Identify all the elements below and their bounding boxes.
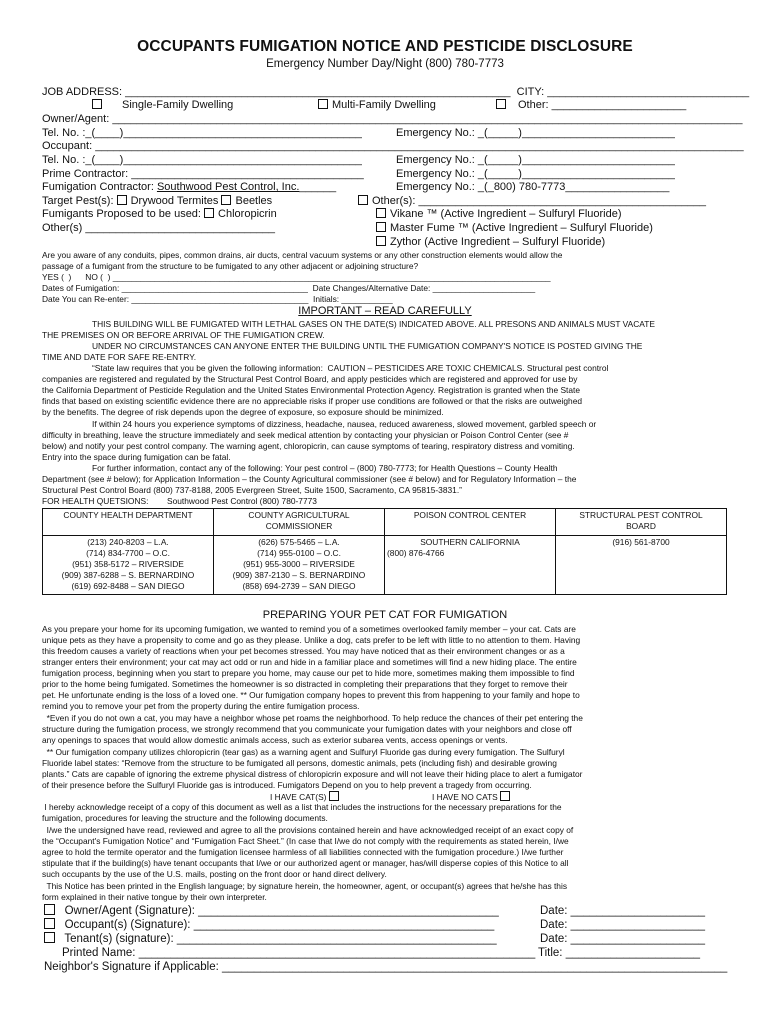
reenter-date-field[interactable]: Date You can Re-enter: ______________________________________ Initials: ___________ — [42, 294, 393, 304]
neighbor-pet-line: structure during the fumigation process, we strongly recommend that you communicate your fumigation dates with your neighbors and close off — [42, 724, 572, 734]
pet-line: pet. He unfortunate ending is the loss of a loved one. ** Our fumigation company hopes to prevent this from happening to your family and hope to — [42, 690, 580, 700]
language-line: form explained in their native tongue by their own interpreter. — [42, 892, 267, 902]
single-family-label: Single-Family Dwelling — [122, 99, 234, 111]
poison-control-number: (800) 876-4766 — [387, 548, 445, 558]
owner-tel-field[interactable]: Tel. No. :_(____)_______________________________________ — [42, 127, 362, 139]
county-ag-numbers: (626) 575-5465 – L.A. (714) 955-0100 – O.C. (951) 955-3000 – RIVERSIDE (909) 387-2130 – S. BERNARDINO (858) 694-2739 – SAN DIEGO — [214, 536, 385, 595]
master-fume-option[interactable] — [376, 222, 653, 235]
vikane-label: Vikane ™ (Active Ingredient – Sulfuryl Fluoride) — [390, 208, 622, 220]
health-questions-line: FOR HEALTH QUETSIONS: Southwood Pest Control (800) 780-7773 — [42, 496, 317, 506]
neighbor-signature-field[interactable]: Neighbor's Signature if Applicable: _______________________________________________________________________________ — [44, 961, 728, 973]
checkbox-icon[interactable] — [376, 236, 386, 246]
fumigation-contractor-tail: ______ — [299, 181, 337, 193]
owner-date-field[interactable]: Date: _____________________ — [540, 905, 705, 917]
occupant-signature-line[interactable]: Occupant(s) (Signature): _______________________________________________ — [64, 919, 495, 931]
target-pests-row — [42, 195, 272, 208]
further-info-line: For further information, contact any of the following: Your pest control – (800) 780-7773; for Health Questions – County Health — [92, 463, 558, 473]
agreement-line: such occupants by the use of the U.S. mails, posting on the front door or hand direct delivery. — [42, 869, 387, 879]
other-dwelling-option[interactable] — [496, 99, 686, 112]
pet-line: unique pets as they have a propensity to come and go as they please. Unlike a dog, cats prefer to be left with little to no attention to them. Having — [42, 635, 581, 645]
prime-contractor-field[interactable]: Prime Contractor: ______________________________________ — [42, 168, 364, 180]
fumigants-row — [42, 208, 277, 221]
owner-emergency-field[interactable]: Emergency No.: _(_____)_________________________ — [396, 127, 675, 139]
checkbox-icon[interactable] — [204, 208, 214, 218]
occupant-emergency-field[interactable]: Emergency No.: _(_____)_________________________ — [396, 154, 675, 166]
state-law-line: by the benefits. The degree of risk depends upon the degree of exposure, so exposure should be minimized. — [42, 407, 444, 417]
tenant-signature-field[interactable] — [44, 932, 497, 946]
county-health-header: COUNTY HEALTH DEPARTMENT — [43, 509, 214, 536]
vikane-option[interactable] — [376, 208, 622, 221]
checkbox-icon[interactable] — [318, 99, 328, 109]
owner-signature-line[interactable]: Owner/Agent (Signature): _______________________________________________ — [64, 905, 499, 917]
symptoms-line: below) and notify your pest control company. The warning agent, chloropicrin, can cause symptoms of tearing, respiratory distress and vomiting. — [42, 441, 575, 451]
pet-heading: PREPARING YOUR PET CAT FOR FUMIGATION — [262, 609, 508, 621]
fumigation-contractor-field — [42, 181, 336, 194]
further-info-line: Department (see # below); for Application Information – the County Agricultural commissioner (see # below) and for Regulatory Information – the — [42, 474, 577, 484]
checkbox-icon[interactable] — [44, 918, 55, 929]
title-field[interactable]: Title: _____________________ — [538, 947, 700, 959]
ack-line: I hereby acknowledge receipt of a copy of this document as well as a list that includes the instructions for the necessary preparations for the — [42, 802, 562, 812]
pet-line: this freedom causes a variety of reactions when your pet becomes stressed. You may have noticed that as their environment changes or as a — [42, 646, 565, 656]
checkbox-icon[interactable] — [44, 904, 55, 915]
state-law-line: the California Department of Pesticide Regulation and the United States Environmental Protection Agency. Registration is granted when the State — [42, 385, 581, 395]
chloropicrin-line: Fluoride label states: “Remove from the structure to be fumigated all persons, domestic animals, pets (including fish) and desirable growing — [42, 758, 557, 768]
occupant-field[interactable]: Occupant: __________________________________________________________________________________________________________ — [42, 140, 744, 152]
zythor-label: Zythor (Active Ingredient – Sulfuryl Fluoride) — [390, 236, 606, 248]
tenant-signature-line[interactable]: Tenant(s) (signature): __________________________________________________ — [64, 933, 497, 945]
drywood-label: Drywood Termites — [130, 195, 219, 207]
checkbox-icon[interactable] — [358, 195, 368, 205]
beetles-label: Beetles — [235, 195, 273, 207]
important-p2-line-2: TIME AND DATE FOR SAFE RE-ENTRY. — [42, 352, 197, 362]
conduits-question-line-2: passage of a fumigant from the structure to be fumigated to any other adjacent or adjoining structure? — [42, 261, 419, 271]
other-fumigant-field[interactable]: Other(s) _______________________________ — [42, 222, 276, 234]
multi-family-option[interactable] — [318, 99, 436, 112]
fumigation-contractor-label: Fumigation Contractor: — [42, 181, 157, 193]
pet-line: prior to the home being fumigated. Sometimes the homeowner is so distracted in completing their preparations that they forget to remove their — [42, 679, 568, 689]
symptoms-line: Entry into the space during fumigation can be fatal. — [42, 452, 231, 462]
agreement-line: stipulate that if the building(s) have tenant occupants that I/we or our authorized agent or manager, has/will disperse copies of this Notice to all — [42, 858, 569, 868]
page-title: OCCUPANTS FUMIGATION NOTICE AND PESTICIDE DISCLOSURE — [137, 38, 633, 55]
chloropicrin-label: Chloropicrin — [218, 208, 277, 220]
important-p1-line-2: THE PREMISES ON OR BEFORE ARRIVAL OF THE FUMIGATION CREW. — [42, 330, 325, 340]
ack-line: fumigation, procedures for leaving the structure and the following documents. — [42, 813, 328, 823]
conduits-yes-no-field[interactable]: YES ( ) NO ( ) ______________________________________________________________________________________________ — [42, 272, 551, 282]
structural-pest-header: STRUCTURAL PEST CONTROL BOARD — [556, 509, 727, 536]
other-dwelling-field[interactable]: Other: ______________________ — [518, 99, 687, 111]
agreement-line: I/we the undersigned have read, reviewed and agree to all the provisions contained herein and have acknowledged receipt of an exact copy of — [42, 825, 574, 835]
other-pests-field[interactable]: Other(s): _______________________________________________ — [372, 195, 706, 207]
symptoms-line: difficulty in breathing, leave the structure immediately and seek medical attention by contacting your physician or Poison Control Center (see # — [42, 430, 569, 440]
occupant-date-field[interactable]: Date: _____________________ — [540, 919, 705, 931]
checkbox-icon[interactable] — [44, 932, 55, 943]
owner-signature-field[interactable] — [44, 904, 499, 918]
county-ag-header: COUNTY AGRICULTURAL COMMISSIONER — [214, 509, 385, 536]
pet-line: stranger enters their environment; your cat may act odd or run and hide in a familiar place and sometimes will find a new hiding place. The entire — [42, 657, 577, 667]
contacts-table — [42, 508, 727, 595]
fumigants-label: Fumigants Proposed to be used: — [42, 208, 201, 220]
have-cats-label: I HAVE CAT(S) — [270, 792, 327, 802]
state-law-line: “State law requires that you be given the following information: CAUTION – PESTICIDES ARE TOXIC CHEMICALS. Structural pest control — [92, 363, 609, 373]
table-row — [43, 536, 727, 595]
printed-name-field[interactable]: Printed Name: ______________________________________________________________ — [62, 947, 536, 959]
tenant-date-field[interactable]: Date: _____________________ — [540, 933, 705, 945]
dates-of-fumigation-field[interactable]: Dates of Fumigation: ________________________________________ Date Changes/Alternative Date: ______________________ — [42, 283, 536, 293]
neighbor-pet-line: *Even if you do not own a cat, you may have a neighbor whose pet roams the neighborhood. To help reduce the chances of their pet entering the — [42, 713, 583, 723]
job-address-field[interactable]: JOB ADDRESS: _______________________________________________________________ CITY: _________________________________ — [42, 86, 750, 98]
neighbor-pet-line: any openings to spaces that would allow domestic animals access, such as exterior subarea vents, access openings or vents. — [42, 735, 508, 745]
structural-pest-number: (916) 561-8700 — [556, 536, 727, 595]
symptoms-line: If within 24 hours you experience symptoms of dizziness, headache, nausea, reduced awareness, slowed movement, garbled speech or — [92, 419, 597, 429]
occupant-signature-field[interactable] — [44, 918, 494, 932]
table-header-row — [43, 509, 727, 536]
pet-line: fumigation process, beginning when you start to prepare you home, may cause our pet to hide more, sometimes making them impossible to find — [42, 668, 575, 678]
pet-line: remind you to remove your pet from the property during the entire fumigation process. — [42, 701, 360, 711]
state-law-line: companies are registered and regulated by the Structural Pest Control Board, and apply pesticides which are registered and approved for use by — [42, 374, 578, 384]
prime-emergency-field[interactable]: Emergency No.: _(_____)_________________________ — [396, 168, 675, 180]
fumigation-contractor-value: Southwood Pest Control, Inc. — [156, 181, 300, 193]
master-fume-label: Master Fume ™ (Active Ingredient – Sulfuryl Fluoride) — [390, 222, 653, 234]
important-heading: IMPORTANT – READ CAREFULLY — [298, 305, 472, 317]
checkbox-icon[interactable] — [92, 99, 102, 109]
county-health-numbers: (213) 240-8203 – L.A. (714) 834-7700 – O.C. (951) 358-5172 – RIVERSIDE (909) 387-6288 – S. BERNARDINO (619) 692-8488 – SAN DIEGO — [43, 536, 214, 595]
checkbox-icon[interactable] — [117, 195, 127, 205]
poison-control-header: POISON CONTROL CENTER — [385, 509, 556, 536]
pet-line: As you prepare your home for its upcoming fumigation, we wanted to remind you of a sometimes overlooked family member – your cat. Cats are — [42, 624, 576, 634]
other-pests-option[interactable] — [358, 195, 706, 208]
checkbox-icon[interactable] — [329, 791, 339, 801]
checkbox-icon[interactable] — [496, 99, 506, 109]
agreement-line: the “Occupant's Fumigation Notice” and “Fumigation Fact Sheet.” (In case that I/we do not comply with the requirements as stated herein, I/we — [42, 836, 569, 846]
agreement-line: agree to hold the termite operator and the fumigation licensee harmless of all liabilities connected with the fumigation procedure.) I/we further — [42, 847, 564, 857]
fumigation-emergency-field: Emergency No.: _(_800) 780-7773_________________ — [396, 181, 670, 193]
poison-control-cell — [385, 536, 556, 595]
important-p1-line-1: THIS BUILDING WILL BE FUMIGATED WITH LETHAL GASES ON THE DATE(S) INDICATED ABOVE. ALL PRESONS AND ANIMALS MUST VACATE — [92, 319, 655, 329]
poison-control-region: SOUTHERN CALIFORNIA — [420, 537, 520, 547]
checkbox-icon[interactable] — [376, 222, 386, 232]
language-line: This Notice has been printed in the English language; by signature herein, the homeowner, agent, or occupant(s) agrees that he/she has this — [42, 881, 568, 891]
occupant-tel-field[interactable]: Tel. No. :_(____)_______________________________________ — [42, 154, 362, 166]
chloropicrin-line: of their presence before the Sulfuryl Fluoride gas is introduced. Fumigators Depend on you to help prevent a tragedy from occurring. — [42, 780, 532, 790]
checkbox-icon[interactable] — [500, 791, 510, 801]
target-pests-label: Target Pest(s): — [42, 195, 114, 207]
no-cats-label: I HAVE NO CATS — [432, 792, 498, 802]
multi-family-label: Multi-Family Dwelling — [332, 99, 436, 111]
checkbox-icon[interactable] — [221, 195, 231, 205]
checkbox-icon[interactable] — [376, 208, 386, 218]
important-p2-line-1: UNDER NO CIRCUMSTANCES CAN ANYONE ENTER THE BUILDING UNTIL THE FUMIGATION COMPANY'S NOTICE IS POSTED GIVING THE — [92, 341, 643, 351]
conduits-question-line-1: Are you aware of any conduits, pipes, common drains, air ducts, central vacuum systems or any other construction elements would allow the — [42, 250, 563, 260]
further-info-line: Structural Pest Control Board (800) 737-8188, 2005 Evergreen Street, Suite 1500, Sacramento, CA 95815-3831.” — [42, 485, 462, 495]
owner-agent-field[interactable]: Owner/Agent: _______________________________________________________________________________________________________ — [42, 113, 743, 125]
chloropicrin-line: plants.” Cats are capable of ignoring the extreme physical distress of chloropicrin exposure and will not leave their hiding place to alert a fumigator — [42, 769, 583, 779]
state-law-line: finds that based on existing scientific evidence there are no appreciable risks if proper use conditions are followed or that the risks are outweighed — [42, 396, 583, 406]
zythor-option[interactable] — [376, 236, 605, 249]
emergency-number: Emergency Number Day/Night (800) 780-7773 — [266, 58, 504, 70]
single-family-option[interactable] — [92, 99, 233, 112]
chloropicrin-line: ** Our fumigation company utilizes chloropicrin (tear gas) as a warning agent and Sulfuryl Fluoride gas during every fumigation. The Sulfuryl — [42, 747, 565, 757]
